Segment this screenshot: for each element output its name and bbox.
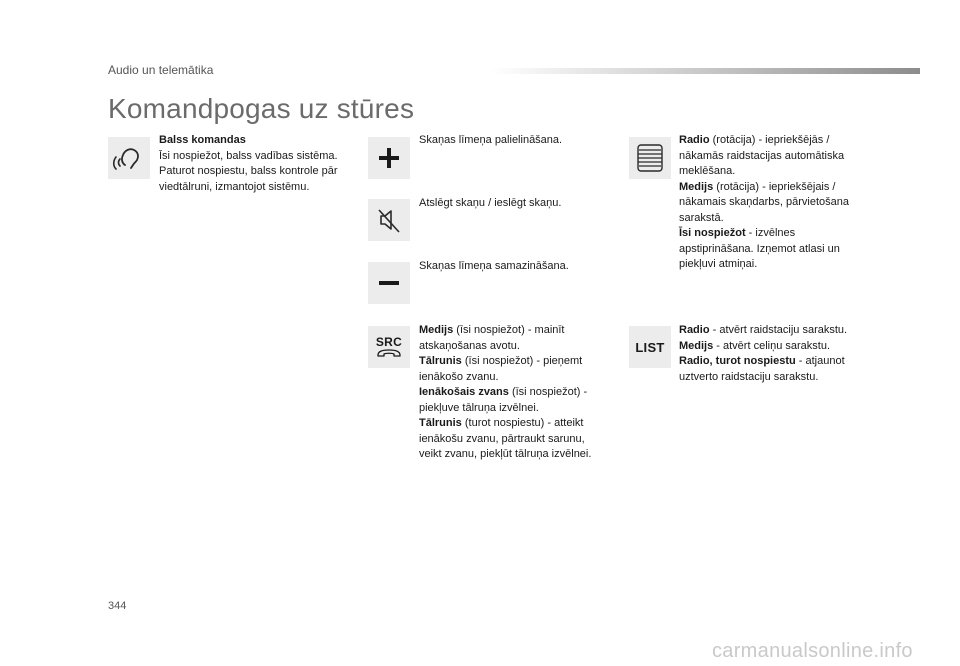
- wheel-line-8: apstiprināšana. Izņemot atlasi un: [679, 242, 840, 255]
- wheel-line-3: meklēšana.: [679, 165, 736, 177]
- voice-command-icon: [108, 137, 150, 179]
- wheel-line-9: piekļuvi atmiņai.: [679, 258, 758, 270]
- wheel-text-4: (rotācija) - iepriekšējais /: [713, 180, 836, 193]
- src-description: [419, 323, 629, 463]
- minus-icon: [368, 262, 410, 304]
- src-text-3: (īsi nospiežot) - pieņemt: [461, 355, 583, 367]
- scroll-wheel-icon: [629, 137, 671, 179]
- wheel-line-6: sarakstā.: [679, 211, 724, 224]
- mute-icon: [368, 199, 410, 241]
- voice-command-description: [159, 133, 359, 195]
- wheel-bold-1: Radio: [679, 134, 710, 146]
- header-section-label: Audio un telemātika: [108, 63, 214, 77]
- volume-down-description: Skaņas līmeņa samazināšana.: [419, 260, 569, 272]
- src-line-4: ienākošo zvanu.: [419, 370, 499, 383]
- src-phone-icon: [368, 326, 410, 368]
- voice-line-3: viedtālruni, izmantojot sistēmu.: [159, 180, 310, 193]
- list-text-2: - atvērt celiņu sarakstu.: [713, 339, 831, 352]
- plus-icon: [368, 137, 410, 179]
- src-bold-7: Tālrunis: [419, 417, 462, 429]
- wheel-line-2: nākamās raidstacijas automātiska: [679, 149, 845, 162]
- mute-description: Atslēgt skaņu / ieslēgt skaņu.: [419, 197, 562, 209]
- page-title: Komandpogas uz stūres: [108, 93, 415, 124]
- wheel-line-5: nākamais skaņdarbs, pārvietošana: [679, 196, 849, 208]
- src-bold-1: Medijs: [419, 324, 454, 336]
- page-number: 344: [108, 600, 127, 612]
- list-text-1: - atvērt raidstaciju sarakstu.: [709, 324, 848, 336]
- src-bold-3: Tālrunis: [419, 355, 462, 367]
- list-text-3: - atjaunot: [795, 355, 845, 367]
- wheel-text-7: - izvēlnes: [745, 227, 796, 239]
- src-line-8: ienākošu zvanu, pārtraukt sarunu,: [419, 432, 585, 445]
- src-bold-5: Ienākošais zvans: [419, 386, 509, 398]
- src-label: SRC: [375, 335, 403, 349]
- list-icon: [629, 326, 671, 368]
- src-line-2: atskaņošanas avotu.: [419, 339, 520, 352]
- scroll-wheel-description: [679, 133, 879, 273]
- volume-up-description: Skaņas līmeņa palielināšana.: [419, 134, 563, 146]
- list-bold-1: Radio: [679, 324, 710, 336]
- header-rule: [490, 68, 920, 74]
- list-bold-2: Medijs: [679, 339, 714, 352]
- src-text-5: (īsi nospiežot) -: [508, 386, 588, 398]
- voice-line-1: Īsi nospiežot, balss vadības sistēma.: [159, 149, 338, 162]
- list-description: [679, 323, 889, 385]
- wheel-bold-4: Medijs: [679, 180, 714, 193]
- voice-line-2: Paturot nospiestu, balss kontrole pār: [159, 165, 338, 177]
- src-text-7: (turot nospiestu) - atteikt: [461, 417, 584, 429]
- src-line-6: piekļuve tālruņa izvēlnei.: [419, 401, 539, 414]
- list-bold-3: Radio, turot nospiestu: [679, 355, 796, 367]
- phone-handset-icon: [376, 348, 402, 358]
- src-line-9: veikt zvanu, piekļūt tālruņa izvēlnei.: [419, 448, 592, 460]
- voice-command-title: Balss komandas: [159, 134, 246, 146]
- list-label: LIST: [635, 339, 665, 355]
- wheel-text-1: (rotācija) - iepriekšējās /: [709, 134, 830, 146]
- list-line-4: uztverto raidstaciju sarakstu.: [679, 370, 819, 383]
- wheel-bold-7: Īsi nospiežot: [679, 227, 746, 239]
- src-text-1: (īsi nospiežot) - mainīt: [453, 324, 565, 336]
- watermark: carmanualsonline.info: [712, 640, 913, 662]
